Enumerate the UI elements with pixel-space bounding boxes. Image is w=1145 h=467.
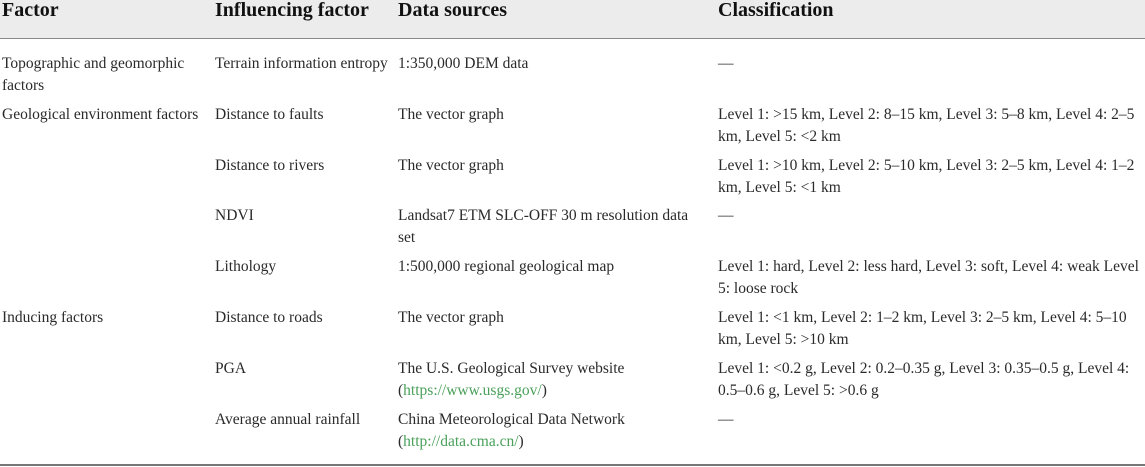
cell-factor: Topographic and geomorphic factors bbox=[2, 55, 185, 94]
cell-classification: — bbox=[718, 207, 734, 224]
cell-classification: Level 1: <1 km, Level 2: 1–2 km, Level 3: 2–5 km, Level 4: 5–10 km, Level 5: >10 km bbox=[718, 309, 1127, 348]
cell-classification: — bbox=[718, 55, 734, 72]
source-text-tail: ) bbox=[518, 432, 524, 450]
cell-data-source bbox=[398, 205, 698, 248]
cell-factor: Geological environment factors bbox=[2, 106, 199, 123]
cell-classification: Level 1: >10 km, Level 2: 5–10 km, Level 3: 2–5 km, Level 4: 1–2 km, Level 5: <1 km bbox=[718, 157, 1135, 196]
cell-data-source bbox=[398, 409, 703, 452]
cell-classification: — bbox=[718, 411, 734, 428]
cell-data-source bbox=[398, 358, 703, 401]
source-text: 1:350,000 DEM data bbox=[398, 55, 529, 72]
cell-influencing-factor: NDVI bbox=[215, 207, 254, 224]
cell-data-source bbox=[398, 155, 713, 177]
cell-classification: Level 1: >15 km, Level 2: 8–15 km, Level 3: 5–8 km, Level 4: 2–5 km, Level 5: <2 km bbox=[718, 106, 1135, 145]
source-text: The U.S. Geological Survey website ( bbox=[398, 360, 625, 399]
cell-classification: Level 1: <0.2 g, Level 2: 0.2–0.35 g, Level 3: 0.35–0.5 g, Level 4: 0.5–0.6 g, Level 5: >0.6 g bbox=[718, 360, 1130, 399]
source-text: 1:500,000 regional geological map bbox=[398, 258, 615, 275]
cell-classification: Level 1: hard, Level 2: less hard, Level 3: soft, Level 4: weak Level 5: loose rock bbox=[718, 258, 1139, 297]
source-text: The vector graph bbox=[398, 106, 504, 123]
table-bottom-rule bbox=[0, 464, 1145, 466]
cell-influencing-factor: PGA bbox=[215, 360, 247, 377]
source-link[interactable]: https://www.usgs.gov/ bbox=[403, 381, 542, 399]
cell-factor: Inducing factors bbox=[2, 309, 104, 326]
cell-data-source bbox=[398, 256, 713, 278]
source-link[interactable]: http://data.cma.cn/ bbox=[403, 432, 519, 450]
header-influencing-factor: Influencing factor bbox=[215, 0, 369, 21]
cell-influencing-factor: Distance to faults bbox=[215, 106, 324, 123]
header-factor: Factor bbox=[2, 0, 59, 21]
cell-influencing-factor: Terrain information entropy bbox=[215, 55, 388, 72]
source-text: Landsat7 ETM SLC-OFF 30 m resolution data set bbox=[398, 207, 689, 246]
source-text: The vector graph bbox=[398, 157, 504, 174]
table-header bbox=[0, 0, 1145, 38]
cell-influencing-factor: Lithology bbox=[215, 258, 277, 275]
header-data-sources: Data sources bbox=[398, 0, 508, 21]
cell-data-source bbox=[398, 307, 713, 329]
source-text-tail: ) bbox=[541, 381, 547, 399]
cell-influencing-factor: Distance to roads bbox=[215, 309, 323, 326]
cell-influencing-factor: Distance to rivers bbox=[215, 157, 325, 174]
cell-data-source bbox=[398, 104, 713, 126]
header-divider bbox=[0, 38, 1145, 39]
source-text: The vector graph bbox=[398, 309, 504, 326]
cell-influencing-factor: Average annual rainfall bbox=[215, 411, 361, 428]
source-text: China Meteorological Data Network ( bbox=[398, 411, 625, 450]
cell-data-source bbox=[398, 53, 713, 75]
header-classification: Classification bbox=[718, 0, 834, 21]
